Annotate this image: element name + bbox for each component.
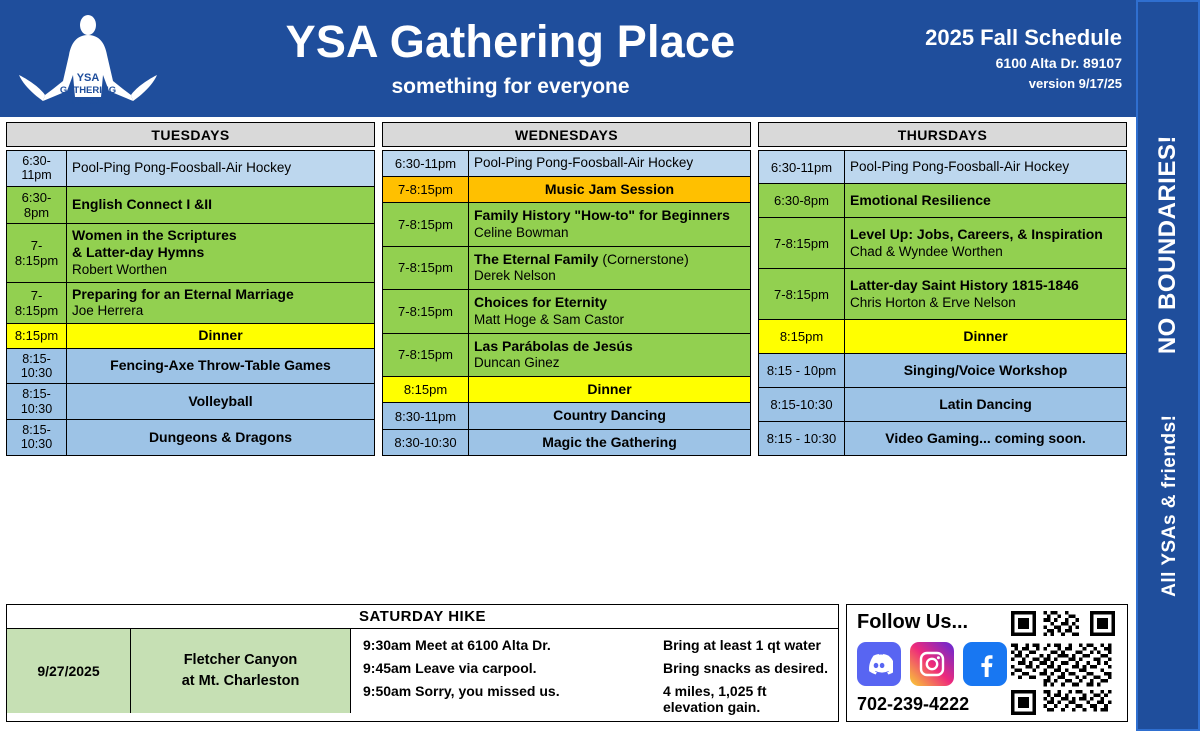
event-cell [845,218,1127,269]
hike-detail-row [363,660,828,676]
side-banner-text [1154,135,1182,597]
page-header [0,0,1136,117]
event-cell [67,186,375,223]
event-title: Magic the Gathering [542,433,677,450]
logo-text-1: YSA [76,71,99,84]
event-title: Country Dancing [553,407,666,424]
event-cell [845,269,1127,320]
event-title: Level Up: Jobs, Careers, & Inspiration [850,226,1103,243]
event-presenter: Robert Worthen [72,261,168,277]
event-cell [845,151,1127,184]
table-row [383,151,751,177]
event-title: Dinner [587,380,632,397]
hike-heading: SATURDAY HIKE [7,605,838,629]
schedule-columns [6,122,1128,456]
event-cell [469,403,751,430]
facebook-icon[interactable] [963,642,1007,686]
hike-detail-right: Bring at least 1 qt water [663,637,821,653]
event-title: The Eternal Family (Cornerstone) [474,250,689,267]
table-row [383,376,751,403]
hike-detail-left: 9:45am Leave via carpool. [363,660,537,676]
event-title: Volleyball [188,392,253,409]
event-title: Fencing-Axe Throw-Table Games [110,357,331,374]
event-presenter: Derek Nelson [474,268,556,284]
event-title: Women in the Scriptures & Latter-day Hymns [72,226,237,261]
hike-location-line1: Fletcher Canyon [183,651,298,668]
event-time: 8:30-11pm [383,403,469,430]
side-banner-line1: NO BOUNDARIES! [1154,134,1182,354]
event-cell [469,203,751,246]
event-time: 6:30-11pm [7,151,67,187]
event-cell [67,282,375,323]
table-row [383,246,751,289]
table-row [759,184,1127,218]
bottom-section [6,604,1128,722]
table-row [383,333,751,376]
table-row [383,429,751,456]
table-row [7,324,375,349]
schedule-column [758,122,1127,456]
event-time: 7-8:15pm [759,218,845,269]
event-time: 8:15-10:30 [7,420,67,456]
title-block [175,15,906,99]
logo-text-2: GATHERING [59,84,116,96]
event-time: 7-8:15pm [383,203,469,246]
event-title: Pool-Ping Pong-Foosball-Air Hockey [72,159,292,175]
table-row [759,269,1127,320]
event-time: 6:30-11pm [759,151,845,184]
schedule-table [6,150,375,456]
instagram-icon[interactable] [910,642,954,686]
table-row [759,388,1127,422]
event-time: 7-8:15pm [383,290,469,333]
hike-date: 9/27/2025 [7,629,131,713]
social-links [857,642,1007,686]
table-row [7,384,375,420]
table-row [759,151,1127,184]
table-row [7,420,375,456]
saturday-hike-box [6,604,839,722]
event-title: Latin Dancing [939,395,1032,412]
event-time: 6:30-8pm [759,184,845,218]
table-row [383,290,751,333]
event-time: 8:15-10:30 [7,348,67,384]
schedule-column [6,122,375,456]
event-title: Latter-day Saint History 1815-1846 [850,277,1079,293]
hike-detail-row [363,637,828,653]
event-cell [469,176,751,203]
event-time: 7-8:15pm [383,176,469,203]
event-time: 8:15 - 10pm [759,354,845,388]
event-title-suffix: (Cornerstone) [598,250,689,267]
event-time: 8:15 - 10:30 [759,422,845,456]
event-time: 8:15pm [383,376,469,403]
event-title: Pool-Ping Pong-Foosball-Air Hockey [850,158,1070,174]
hike-detail-right: Bring snacks as desired. [663,660,828,676]
event-time: 7-8:15pm [7,282,67,323]
table-row [7,151,375,187]
event-title: Pool-Ping Pong-Foosball-Air Hockey [474,155,694,170]
follow-title: Follow Us... [857,611,969,633]
side-banner [1136,0,1200,731]
event-time: 8:15-10:30 [7,384,67,420]
schedule-season: 2025 Fall Schedule [925,24,1122,50]
event-cell [845,320,1127,354]
schedule-table [758,150,1127,456]
event-presenter: Celine Bowman [474,224,569,240]
event-cell [469,151,751,177]
hike-detail-row [363,683,828,715]
event-time: 8:30-10:30 [383,429,469,456]
hike-detail-left: 9:50am Sorry, you missed us. [363,683,560,699]
table-row [759,320,1127,354]
column-heading: WEDNESDAYS [382,122,751,147]
table-row [7,186,375,223]
phone-number: 702-239-4222 [857,694,970,714]
event-presenter: Joe Herrera [72,303,144,319]
event-title: Dinner [198,327,243,343]
event-cell [469,429,751,456]
hike-location [131,629,351,713]
table-row [7,282,375,323]
event-cell [67,223,375,282]
event-time: 8:15pm [7,324,67,349]
event-cell [67,384,375,420]
event-time: 6:30-8pm [7,186,67,223]
event-time: 7-8:15pm [759,269,845,320]
column-heading: TUESDAYS [6,122,375,147]
event-title: Choices for Eternity [474,294,608,311]
event-cell [469,246,751,289]
schedule-address: 6100 Alta Dr. 89107 [995,54,1122,71]
table-row [383,203,751,246]
event-title: Preparing for an Eternal Marriage [72,285,294,302]
event-cell [469,376,751,403]
event-cell [845,422,1127,456]
column-heading: THURSDAYS [758,122,1127,147]
schedule-table [382,150,751,456]
header-meta [906,24,1136,93]
event-presenter: Chris Horton & Erve Nelson [850,294,1016,310]
event-title: Family History "How-to" for Beginners [474,207,730,224]
table-row [7,348,375,384]
page-title: YSA Gathering Place [285,15,736,67]
event-cell [469,333,751,376]
event-title: Music Jam Session [544,180,675,197]
event-cell [845,354,1127,388]
table-row [7,223,375,282]
follow-us-box [846,604,1128,722]
event-title: Singing/Voice Workshop [903,361,1068,378]
event-cell [67,151,375,187]
event-title: Dinner [963,327,1008,344]
event-time: 7-8:15pm [7,223,67,282]
event-time: 6:30-11pm [383,151,469,177]
event-title: Dungeons & Dragons [148,428,293,445]
event-title: Video Gaming... coming soon. [885,429,1086,446]
event-cell [67,324,375,349]
table-row [759,354,1127,388]
event-time: 7-8:15pm [383,333,469,376]
table-row [383,403,751,430]
hike-details [351,629,838,713]
hike-location-line2: at Mt. Charleston [181,673,300,689]
schedule-column [382,122,751,456]
event-cell [67,348,375,384]
event-presenter: Matt Hoge & Sam Castor [474,311,625,327]
hike-detail-left: 9:30am Meet at 6100 Alta Dr. [363,637,551,653]
event-time: 7-8:15pm [383,246,469,289]
hike-detail-right: 4 miles, 1,025 ft elevation gain. [663,683,767,715]
event-title: Emotional Resilience [850,192,991,209]
event-cell [469,290,751,333]
ysa-logo [0,0,175,117]
side-banner-line2: All YSAs & friends! [1159,414,1181,597]
event-title: Las Parábolas de Jesús [474,337,633,354]
event-time: 8:15pm [759,320,845,354]
logo-text-3: PLACE [71,95,104,107]
event-cell [67,420,375,456]
table-row [383,176,751,203]
schedule-version: version 9/17/25 [1028,75,1122,91]
event-presenter: Chad & Wyndee Worthen [850,243,1003,259]
table-row [759,218,1127,269]
event-cell [845,184,1127,218]
page-tagline: something for everyone [391,75,630,99]
event-cell [845,388,1127,422]
event-time: 8:15-10:30 [759,388,845,422]
event-title: English Connect I &II [72,196,213,212]
qr-code[interactable] [1007,611,1119,715]
table-row [759,422,1127,456]
discord-icon[interactable] [857,642,901,686]
event-presenter: Duncan Ginez [474,355,560,370]
